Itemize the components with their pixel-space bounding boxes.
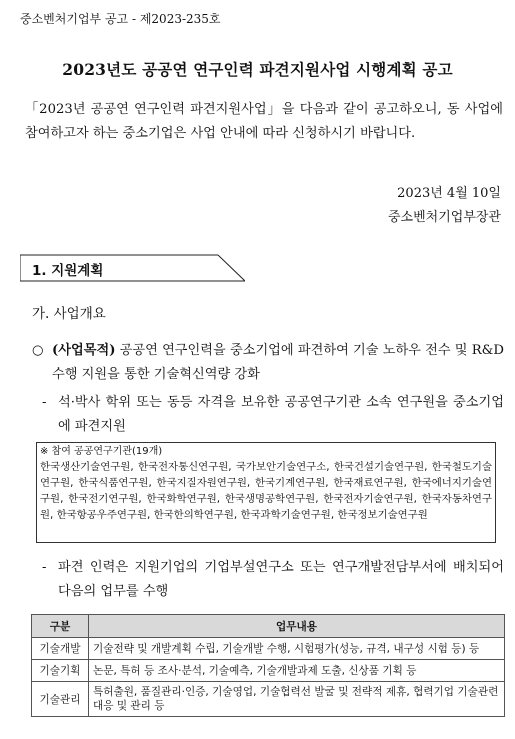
notice-date: 2023년 4월 10일 (397, 186, 501, 201)
header-content: 업무내용 (89, 615, 505, 638)
institutions-list: 한국생산기술연구원, 한국전자통신연구원, 국가보안기술연구소, 한국건설기술연구원, 한국철도기술연구원, 한국식품연구원, 한국지질자원연구원, 한국기계연구원, 한국재료연구원, 한국에너지기술연구원, 한국전기연구원, 한국화학연구원, 한국생명공학연구원, 한국전자기술연구원, 한국자동차연구원, 한국항공우주연구원, 한국한의학연구원, 한국과학기술연구원, 한국정보기술연구원 (40, 461, 492, 521)
section-title: 1. 지원계획 (32, 263, 104, 279)
header-category: 구분 (32, 615, 89, 638)
row-category: 기술개발 (32, 638, 89, 660)
dash-text-2: 파견 인력은 지원기업의 기업부설연구소 또는 연구개발전담부서에 배치되어 다음의 업무를 수행 (58, 560, 504, 599)
table-header-row (32, 615, 505, 638)
duty-table (31, 614, 505, 717)
purpose-lead: (사업목적) (52, 343, 116, 358)
document-title: 2023년도 공공연 연구인력 파견지원사업 시행계획 공고 (62, 60, 453, 79)
row-content: 특허출원, 품질관리·인증, 기술영업, 기술협력선 발굴 및 전략적 제휴, 협력기업 기술관련 대응 및 관리 등 (89, 682, 505, 717)
row-category: 기술관리 (32, 682, 89, 717)
intro-paragraph: 「2023년 공공연 연구인력 파견지원사업」을 다음과 같이 공고하오니, 동 사업에 참여하고자 하는 중소기업은 사업 안내에 따라 신청하시기 바랍니다. (25, 102, 503, 141)
table-row (32, 682, 505, 717)
purpose-text (52, 339, 504, 387)
dash-bullet-1: - (42, 395, 47, 410)
institutions-note: ※ 참여 공공연구기관(19개) (40, 446, 163, 457)
row-content: 기술전략 및 개발계획 수립, 기술개발 수행, 시험평가(성능, 규격, 내구성 시험 등) 등 (89, 638, 505, 660)
notice-number: 중소벤처기업부 공고 - 제2023-235호 (20, 12, 221, 26)
table-row (32, 660, 505, 682)
table-row (32, 638, 505, 660)
institutions-box (36, 442, 496, 543)
dash-text-1: 석·박사 학위 또는 동등 자격을 보유한 공공연구기관 소속 연구원을 중소기업에 파견지원 (58, 395, 504, 434)
purpose-body: 공공연 연구인력을 중소기업에 파견하여 기술 노하우 전수 및 R&D 수행 지원을 통한 기술혁신역량 강화 (52, 343, 504, 382)
row-category: 기술기획 (32, 660, 89, 682)
issuer: 중소벤처기업부장관 (387, 210, 501, 225)
sub-heading: 가. 사업개요 (32, 306, 106, 322)
section-header (20, 254, 245, 282)
row-content: 논문, 특허 등 조사·분석, 기술예측, 기술개발과제 도출, 신상품 기획 등 (89, 660, 505, 682)
purpose-bullet: ○ (32, 343, 44, 358)
dash-bullet-2: - (42, 560, 47, 575)
